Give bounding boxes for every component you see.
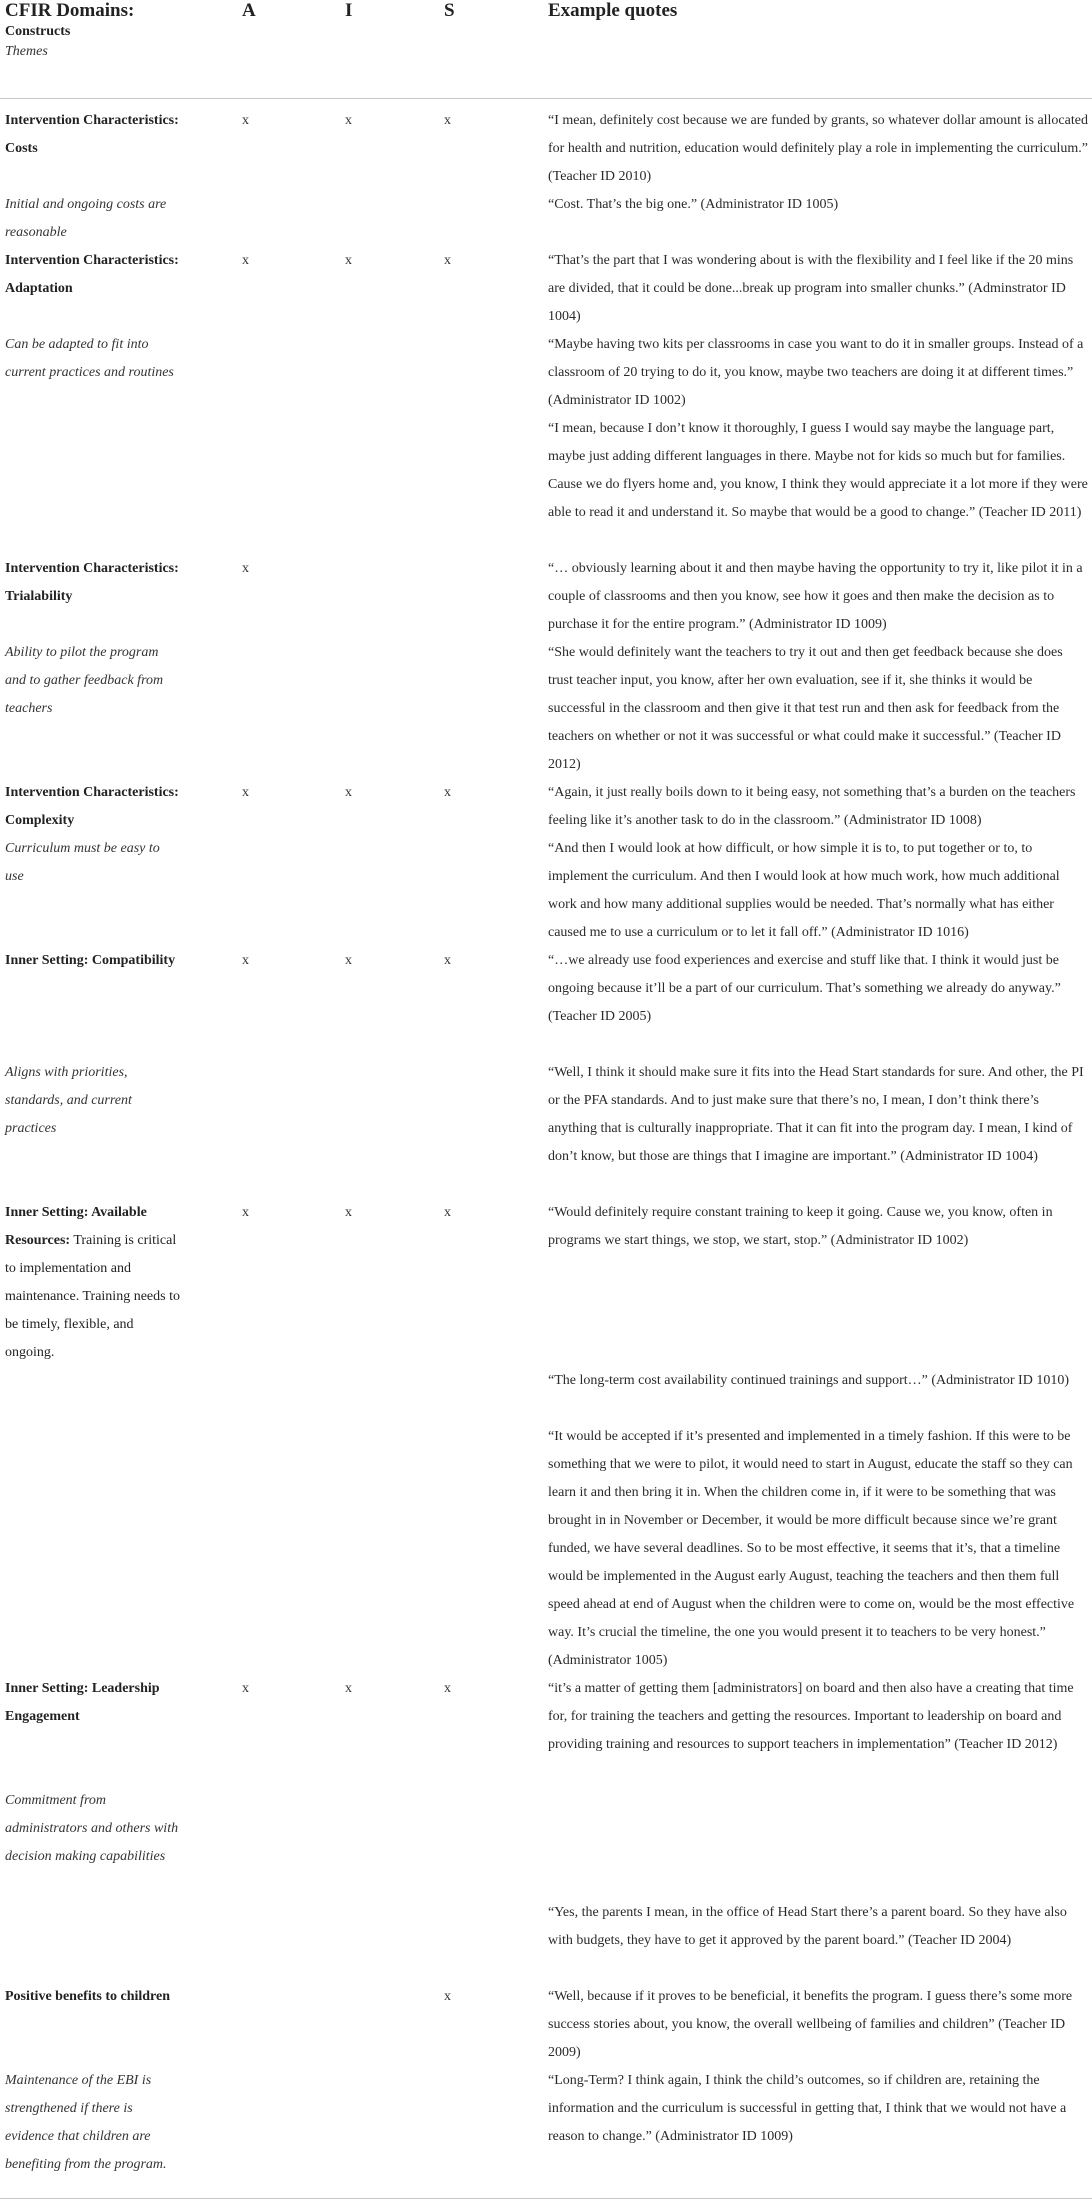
theme-label: Curriculum must be easy to use <box>5 841 160 884</box>
example-quote: “I mean, definitely cost because we are funded by grants, so whatever dollar amount is allocated for health and nutrition, education would definitely play a role in implementing the curriculum.” (Teacher ID 2010) <box>548 113 1089 184</box>
construct-label: Positive benefits to children <box>5 1989 171 2004</box>
mark-a: x <box>242 785 249 800</box>
construct-label: Inner Setting: Available Resources: Training is critical to implementation and maintenance. Training needs to be timely, flexible, and ongoing. <box>5 1205 180 1360</box>
theme-label: Can be adapted to fit into current practices and routines <box>5 337 174 380</box>
mark-a: x <box>242 253 249 268</box>
mark-s: x <box>444 113 451 128</box>
theme-label: Aligns with priorities, standards, and current practices <box>5 1065 132 1136</box>
construct-label: Inner Setting: Leadership Engagement <box>5 1681 160 1724</box>
header-divider <box>0 98 1092 99</box>
example-quote: “… obviously learning about it and then maybe having the opportunity to try it, like pilot it in a couple of classrooms and then you know, see how it goes and then make the decision as to purchase it for the entire program.” (Administrator ID 1009) <box>548 561 1083 632</box>
construct-label: Intervention Characteristics: Complexity <box>5 785 179 828</box>
example-quote: “it’s a matter of getting them [administrators] on board and then also have a creating that time for, for training the teachers and getting the resources. Important to leadership on board and providing training and resources to support teachers in implementation” (Teacher ID 2012) <box>548 1681 1074 1752</box>
mark-a: x <box>242 561 249 576</box>
header-example-quotes: Example quotes <box>548 0 678 21</box>
example-quote: “That’s the part that I was wondering about is with the flexibility and I feel like if the 20 mins are divided, that it could be done...break up program into smaller chunks.” (Adminstrator ID 1004) <box>548 253 1074 324</box>
example-quote: “The long-term cost availability continued trainings and support…” (Administrator ID 1010) <box>548 1373 1069 1388</box>
mark-s: x <box>444 1205 451 1220</box>
construct-label: Inner Setting: Compatibility <box>5 953 176 968</box>
mark-a: x <box>242 1205 249 1220</box>
example-quote: “Well, because if it proves to be beneficial, it benefits the program. I guess there’s some more success stories about, you know, the overall wellbeing of families and children” (Teacher ID 2009) <box>548 1989 1073 2060</box>
mark-s: x <box>444 1989 451 2004</box>
mark-i: x <box>345 785 352 800</box>
mark-s: x <box>444 1681 451 1696</box>
example-quote: “Cost. That’s the big one.” (Administrator ID 1005) <box>548 197 839 212</box>
example-quote: “Long-Term? I think again, I think the child’s outcomes, so if children are, retaining the information and the curriculum is successful in getting that, I think that we would not have a reason to change.” (Administrator ID 1009) <box>548 2073 1067 2144</box>
header-col-a: A <box>242 0 256 21</box>
mark-i: x <box>345 113 352 128</box>
theme-label: Ability to pilot the program and to gather feedback from teachers <box>5 645 164 716</box>
theme-label: Commitment from administrators and others with decision making capabilities <box>5 1793 179 1864</box>
example-quote: “Again, it just really boils down to it being easy, not something that’s a burden on the teachers feeling like it’s another task to do in the classroom.” (Administrator ID 1008) <box>548 785 1076 828</box>
mark-i: x <box>345 1681 352 1696</box>
mark-a: x <box>242 953 249 968</box>
mark-s: x <box>444 253 451 268</box>
construct-label: Intervention Characteristics: Trialability <box>5 561 179 604</box>
theme-label: Initial and ongoing costs are reasonable <box>5 197 167 240</box>
mark-i: x <box>345 253 352 268</box>
mark-i: x <box>345 953 352 968</box>
construct-label: Intervention Characteristics: Costs <box>5 113 179 156</box>
mark-a: x <box>242 113 249 128</box>
theme-label: Training is critical to implementation and maintenance. Training needs to be timely, flexible, and ongoing. <box>5 1233 180 1360</box>
theme-label: Maintenance of the EBI is strengthened if there is evidence that children are benefiting from the program. <box>5 2073 167 2172</box>
mark-s: x <box>444 953 451 968</box>
example-quote: “And then I would look at how difficult, or how simple it is to, to put together or to, to implement the curriculum. And then I would look at how much work, how much additional work and how many additional supplies would be needed. That’s normally what has either caused me to use a curriculum or to let it fall off.” (Administrator ID 1016) <box>548 841 1060 940</box>
example-quote: “It would be accepted if it’s presented and implemented in a timely fashion. If this were to be something that we were to pilot, it would need to start in August, educate the staff so they can learn it and then bring it in. When the children come in, if it were to be something that was brought in in November or December, it would be more difficult because since we’re grant funded, we have several deadlines. So to be most effective, it seems that it’s, that a timeline would be implemented in the August early August, teaching the teachers and then them full speed ahead at end of August when the children were to come on, would be the most effective way. It’s crucial the timeline, the one you would present it to teachers to be very honest.” (Administrator 1005) <box>548 1429 1075 1668</box>
header-col-s: S <box>444 0 455 21</box>
header-themes: Themes <box>5 44 48 59</box>
example-quote: “Maybe having two kits per classrooms in case you want to do it in smaller groups. Instead of a classroom of 20 trying to do it, you know, maybe two teachers are doing it at different times.” (Administrator ID 1002) <box>548 337 1084 408</box>
example-quote: “I mean, because I don’t know it thoroughly, I guess I would say maybe the language part, maybe just adding different languages in there. Maybe not for kids so much but for families. Cause we do flyers home and, you know, I think they would appreciate it a lot more if they were able to read it and understand it. So maybe that would be a good to change.” (Teacher ID 2011) <box>548 421 1088 520</box>
header-col-i: I <box>345 0 353 21</box>
example-quote: “Well, I think it should make sure it fits into the Head Start standards for sure. And other, the PI or the PFA standards. And to just make sure that there’s no, I mean, I don’t think there’s anything that is culturally inappropriate. That it can fit into the program day. I mean, I kind of don’t know, but those are things that I imagine are important.” (Administrator ID 1004) <box>548 1065 1084 1164</box>
mark-i: x <box>345 1205 352 1220</box>
example-quote: “She would definitely want the teachers to try it out and then get feedback because she does trust teacher input, you know, after her own evaluation, see if it, she thinks it would be successful in the classroom and then give it that test run and then ask for feedback from the teachers on whether or not it was successful or what could make it successful.” (Teacher ID 2012) <box>548 645 1063 772</box>
example-quote: “Yes, the parents I mean, in the office of Head Start there’s a parent board. So they have also with budgets, they have to get it approved by the parent board.” (Teacher ID 2004) <box>548 1905 1067 1948</box>
mark-s: x <box>444 785 451 800</box>
mark-a: x <box>242 1681 249 1696</box>
header-constructs: Constructs <box>5 24 71 39</box>
example-quote: “…we already use food experiences and exercise and stuff like that. I think it would just be ongoing because it’ll be a part of our curriculum. That’s something we already do anyway.” (Teacher ID 2005) <box>548 953 1061 1024</box>
header-cfir-domains: CFIR Domains: <box>5 0 135 21</box>
example-quote: “Would definitely require constant training to keep it going. Cause we, you know, often in programs we start things, we stop, we start, stop.” (Administrator ID 1002) <box>548 1205 1053 1248</box>
table-bottom-divider <box>0 2198 1092 2199</box>
construct-label: Intervention Characteristics: Adaptation <box>5 253 179 296</box>
